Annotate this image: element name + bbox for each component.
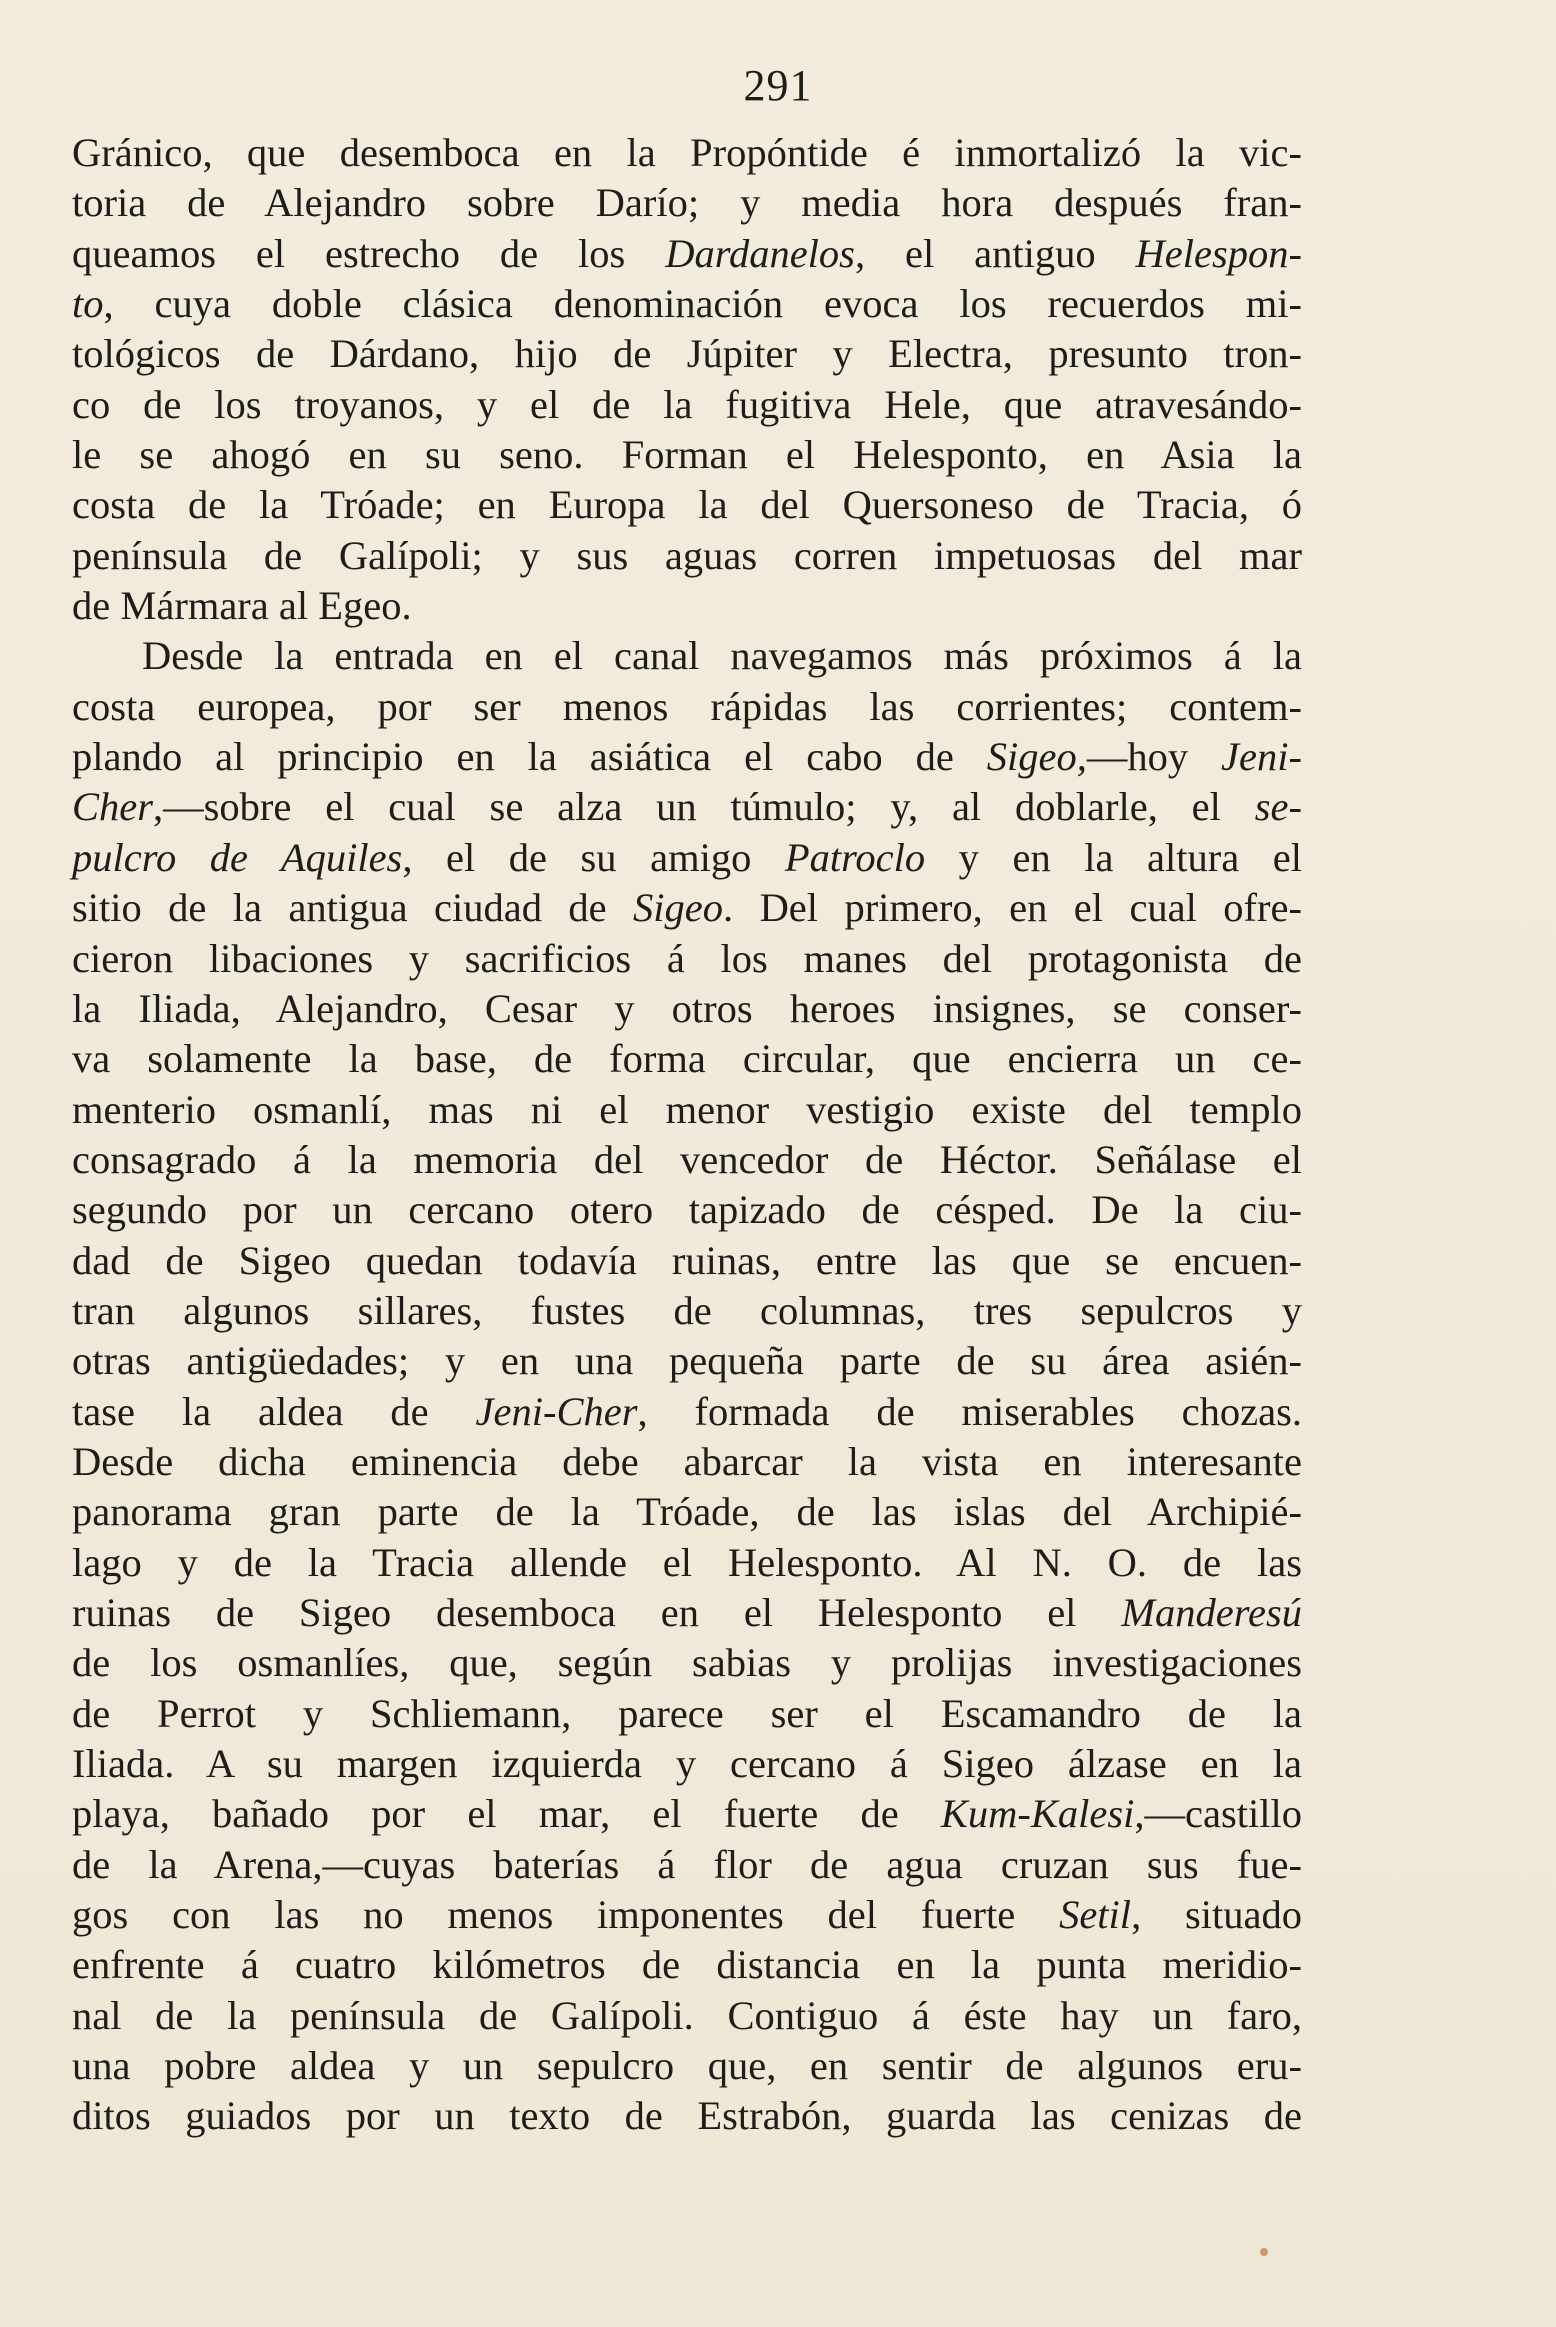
text-segment: Desde la entrada en el canal navegamos más próximos á la — [142, 633, 1302, 679]
text-line — [72, 1236, 1302, 1286]
text-line — [72, 1336, 1302, 1386]
text-segment: Desde dicha eminencia debe abarcar la vista en interesante — [72, 1438, 1302, 1484]
text-segment: ruinas de Sigeo desemboca en el Helesponto el — [72, 1589, 1122, 1635]
italic-text-segment: Jeni-Cher — [475, 1388, 638, 1434]
text-segment: Iliada. A su margen izquierda y cercano á Sigeo álzase en la — [72, 1741, 1302, 1786]
text-line — [72, 1085, 1302, 1135]
text-segment: costa de la Tróade; en Europa la del Quersoneso de Tracia, ó — [72, 482, 1302, 528]
text-segment: la Iliada, Alejandro, Cesar y otros heroes insignes, se conser- — [72, 985, 1302, 1031]
italic-text-segment: se- — [1254, 784, 1302, 830]
text-line — [72, 833, 1302, 883]
text-line — [72, 531, 1302, 581]
text-line — [72, 128, 1302, 178]
text-line — [72, 2091, 1302, 2141]
text-line — [72, 1034, 1302, 1084]
text-segment: , el de su amigo — [402, 834, 785, 880]
text-line — [72, 581, 1302, 631]
italic-text-segment: Manderesú — [1121, 1589, 1302, 1635]
text-line — [72, 631, 1302, 681]
italic-text-segment: Sigeo, — [986, 734, 1087, 780]
text-segment: Gránico, que desemboca en la Propóntide é inmortalizó la vic- — [72, 130, 1302, 175]
text-segment: consagrado á la memoria del vencedor de Héctor. Señálase el — [72, 1136, 1302, 1182]
text-line — [72, 883, 1302, 933]
italic-text-segment: Jeni- — [1221, 734, 1302, 780]
italic-text-segment: to — [72, 281, 104, 327]
text-segment: de la Arena,—cuyas baterías á flor de agua cruzan sus fue- — [72, 1841, 1302, 1887]
text-line — [72, 1890, 1302, 1940]
text-segment: cieron libaciones y sacrificios á los manes del protagonista de — [72, 935, 1302, 981]
page-number: 291 — [743, 61, 813, 110]
text-segment: de Mármara al Egeo. — [72, 583, 412, 629]
text-line — [72, 1840, 1302, 1890]
text-segment: le se ahogó en su seno. Forman el Helesponto, en Asia la — [72, 432, 1302, 478]
text-line — [72, 1387, 1302, 1437]
text-segment: —hoy — [1086, 734, 1222, 780]
italic-text-segment: Helespon- — [1135, 230, 1302, 276]
text-segment: queamos el estrecho de los — [72, 230, 666, 276]
text-line — [72, 380, 1302, 430]
italic-text-segment: Sigeo — [633, 885, 724, 931]
text-line — [72, 682, 1302, 732]
text-line — [72, 2041, 1302, 2091]
text-segment: dad de Sigeo quedan todavía ruinas, entre las que se encuen- — [72, 1237, 1302, 1283]
text-line — [72, 782, 1302, 832]
text-segment: ,—sobre el cual se alza un túmulo; y, al doblarle, el — [153, 784, 1255, 830]
text-segment: ,—castillo — [1134, 1791, 1302, 1837]
text-line — [72, 1185, 1302, 1235]
text-segment: menterio osmanlí, mas ni el menor vestigio existe del templo — [72, 1086, 1302, 1132]
text-segment: tran algunos sillares, fustes de columnas, tres sepulcros y — [72, 1287, 1302, 1333]
text-segment: una pobre aldea y un sepulcro que, en sentir de algunos eru- — [72, 2043, 1302, 2089]
text-segment: gos con las no menos imponentes del fuerte — [72, 1892, 1060, 1938]
text-line — [72, 1991, 1302, 2041]
text-line — [72, 329, 1302, 379]
text-line — [72, 430, 1302, 480]
text-segment: panorama gran parte de la Tróade, de las islas del Archipié- — [72, 1489, 1302, 1535]
text-line — [72, 1940, 1302, 1990]
text-segment: otras antigüedades; y en una pequeña parte de su área asién- — [72, 1338, 1302, 1384]
text-segment: , situado — [1131, 1892, 1302, 1938]
italic-text-segment: Cher — [72, 784, 153, 830]
text-segment: , formada de miserables chozas. — [637, 1388, 1302, 1434]
text-line — [72, 934, 1302, 984]
text-segment: tase la aldea de — [72, 1388, 476, 1434]
text-segment: sitio de la antigua ciudad de — [72, 885, 634, 931]
text-line — [72, 984, 1302, 1034]
text-segment: playa, bañado por el mar, el fuerte de — [72, 1791, 941, 1837]
text-line — [72, 1487, 1302, 1537]
text-line — [72, 1638, 1302, 1688]
text-segment: . Del primero, en el cual ofre- — [723, 885, 1302, 931]
text-segment: tológicos de Dárdano, hijo de Júpiter y Electra, presunto tron- — [72, 331, 1302, 377]
text-line — [72, 1538, 1302, 1588]
text-segment: enfrente á cuatro kilómetros de distancia en la punta meridio- — [72, 1942, 1302, 1988]
italic-text-segment: Dardanelos — [665, 230, 855, 276]
text-line — [72, 1789, 1302, 1839]
text-segment: , el antiguo — [854, 230, 1136, 276]
text-segment: costa europea, por ser menos rápidas las corrientes; contem- — [72, 683, 1302, 729]
italic-text-segment: Setil — [1059, 1892, 1132, 1938]
text-line — [72, 178, 1302, 228]
text-line — [72, 1135, 1302, 1185]
paper-speck — [1260, 2248, 1268, 2256]
text-segment: plando al principio en la asiática el cabo de — [72, 734, 987, 780]
text-line — [72, 732, 1302, 782]
text-segment: segundo por un cercano otero tapizado de césped. De la ciu- — [72, 1187, 1302, 1233]
text-line — [72, 1588, 1302, 1638]
italic-text-segment: pulcro de Aquiles — [72, 834, 403, 880]
text-segment: va solamente la base, de forma circular, que encierra un ce- — [72, 1036, 1302, 1082]
text-line — [72, 1739, 1302, 1789]
text-segment: lago y de la Tracia allende el Helesponto. Al N. O. de las — [72, 1539, 1302, 1585]
text-segment: ditos guiados por un texto de Estrabón, guarda las cenizas de — [72, 2093, 1302, 2139]
text-segment: de los osmanlíes, que, según sabias y prolijas investigaciones — [72, 1640, 1302, 1686]
italic-text-segment: Patroclo — [784, 834, 926, 880]
text-line — [72, 1689, 1302, 1739]
text-segment: nal de la península de Galípoli. Contiguo á éste hay un faro, — [72, 1992, 1302, 2038]
text-segment: toria de Alejandro sobre Darío; y media hora después fran- — [72, 180, 1302, 226]
text-line — [72, 1437, 1302, 1487]
text-segment: de Perrot y Schliemann, parece ser el Escamandro de la — [72, 1690, 1302, 1736]
text-segment: , cuya doble clásica denominación evoca los recuerdos mi- — [103, 281, 1302, 327]
text-segment: y en la altura el — [925, 834, 1302, 880]
body-text — [72, 128, 1302, 2142]
text-segment: co de los troyanos, y el de la fugitiva Hele, que atravesándo- — [72, 381, 1302, 427]
text-line — [72, 480, 1302, 530]
italic-text-segment: Kum-Kalesi — [940, 1791, 1135, 1837]
text-line — [72, 1286, 1302, 1336]
text-line — [72, 229, 1302, 279]
text-line — [72, 279, 1302, 329]
text-segment: península de Galípoli; y sus aguas corren impetuosas del mar — [72, 532, 1302, 578]
